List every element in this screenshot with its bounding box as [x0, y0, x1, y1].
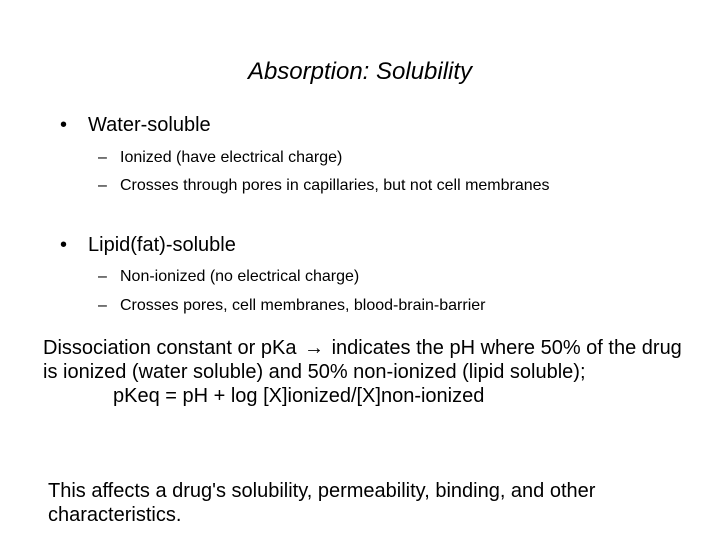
sub-item-crosses-pores — [98, 177, 550, 195]
dissociation-paragraph — [43, 336, 683, 408]
bullet-lipid-soluble — [60, 234, 236, 257]
sub-item-text: Non-ionized (no electrical charge) — [120, 268, 360, 285]
dash-icon: – — [98, 297, 107, 314]
dissociation-text-part1: Dissociation constant or pKa — [43, 337, 297, 359]
sub-item-crosses-membranes — [98, 297, 485, 315]
dash-icon: – — [98, 149, 107, 166]
bullet-water-soluble — [60, 114, 211, 137]
dash-icon: – — [98, 177, 107, 194]
pkeq-formula: pKeq = pH + log [X]ionized/[X]non-ionized — [113, 385, 485, 407]
sub-item-non-ionized — [98, 268, 359, 286]
sub-item-text: Ionized (have electrical charge) — [120, 149, 343, 166]
bullet-heading: Water-soluble — [88, 114, 211, 136]
sub-item-text: Crosses through pores in capillaries, but not cell membranes — [120, 177, 550, 194]
dissociation-text-part2: indicates the pH where 50% of the drug is ionized (water soluble) and 50% non-ionized (lipid soluble); — [43, 337, 682, 383]
sub-item-text: Crosses pores, cell membranes, blood-brain-barrier — [120, 297, 486, 314]
bullet-dot-icon: • — [60, 234, 68, 256]
slide-title: Absorption: Solubility — [247, 58, 473, 85]
dash-icon: – — [98, 268, 107, 285]
closing-paragraph: This affects a drug's solubility, permeability, binding, and other characteristics. — [48, 480, 596, 526]
bullet-heading: Lipid(fat)-soluble — [88, 234, 236, 256]
sub-item-ionized — [98, 149, 342, 167]
bullet-dot-icon: • — [60, 114, 68, 136]
arrow-right-icon: → — [304, 337, 325, 359]
